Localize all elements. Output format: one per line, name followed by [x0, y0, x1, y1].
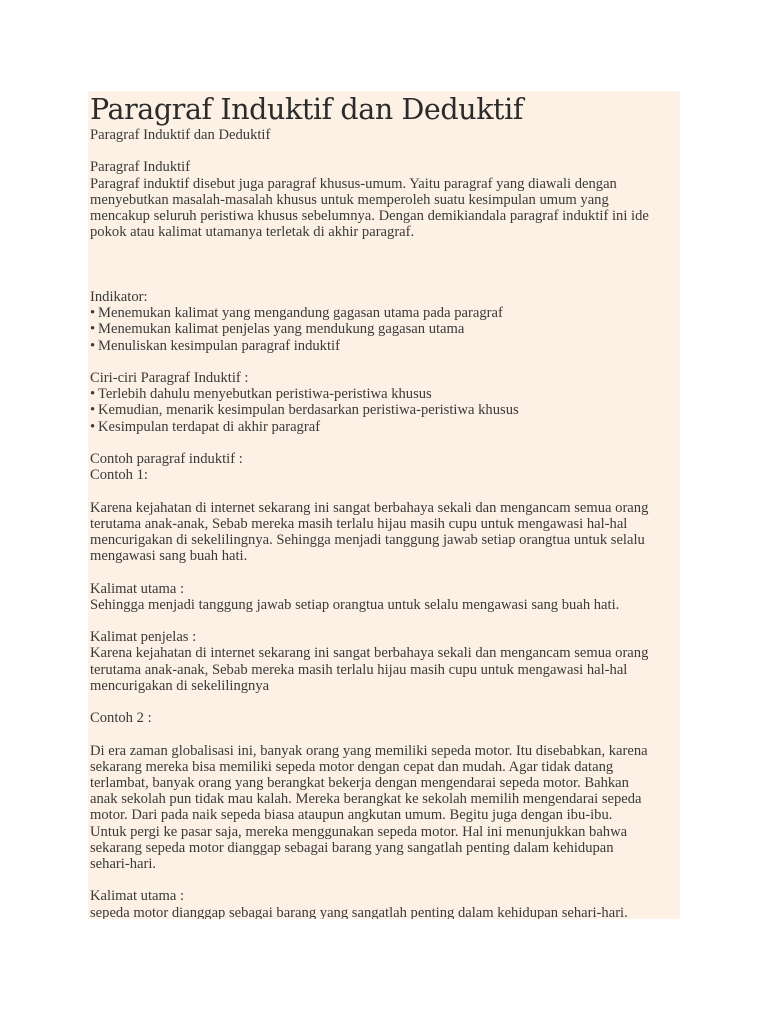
- example-2-line: motor. Dari pada naik sepeda biasa ataupun angkutan umum. Begitu juga dengan ibu-ibu.: [90, 807, 613, 824]
- list-item-text: Menemukan kalimat penjelas yang mendukung gagasan utama: [98, 321, 465, 338]
- list-item-text: Menuliskan kesimpulan paragraf induktif: [98, 337, 340, 354]
- list-item: [90, 419, 680, 435]
- subtitle: Paragraf Induktif dan Deduktif: [90, 127, 271, 143]
- list-item-text: Kemudian, menarik kesimpulan berdasarkan peristiwa-peristiwa khusus: [98, 402, 519, 419]
- example-2-line: sehari-hari.: [90, 856, 157, 872]
- document-page: [88, 91, 680, 919]
- intro-line: pokok atau kalimat utamanya terletak di akhir paragraf.: [90, 224, 415, 241]
- intro-line: menyebutkan masalah-masalah khusus untuk memperoleh suatu kesimpulan umum yang: [90, 191, 609, 208]
- example-1-support-line: Karena kejahatan di internet sekarang ini sangat berbahaya sekali dan mengancam semua orang: [90, 645, 649, 662]
- list-item: [90, 338, 680, 354]
- example-1-line: mengawasi sang buah hati.: [90, 548, 248, 565]
- bullet-icon: •: [90, 321, 96, 338]
- example-1-line: Karena kejahatan di internet sekarang ini sangat berbahaya sekali dan mengancam semua orang: [90, 499, 649, 516]
- bullet-icon: •: [90, 418, 96, 435]
- traits-heading: Ciri-ciri Paragraf Induktif :: [90, 370, 249, 386]
- example-1-support-label: Kalimat penjelas :: [90, 629, 197, 646]
- list-item: [90, 321, 680, 337]
- bullet-icon: •: [90, 337, 96, 354]
- example-1-support-line: terutama anak-anak, Sebab mereka masih terlalu hijau masih cupu untuk mengawasi hal-hal: [90, 661, 628, 678]
- example-1-support-line: mencurigakan di sekelilingnya: [90, 677, 270, 694]
- example-2-main-label: Kalimat utama :: [90, 888, 185, 905]
- document-body: [90, 127, 680, 919]
- example-2-line: terlambat, banyak orang yang berangkat bekerja dengan mengendarai sepeda motor. Bahkan: [90, 774, 629, 791]
- example-2-line: sekarang sepeda motor dianggap sebagai barang yang sangatlah penting dalam kehidupan: [90, 839, 614, 856]
- example-2-label: Contoh 2 :: [90, 710, 152, 727]
- example-2-line: sekarang mereka bisa memiliki sepeda motor dengan cepat dan mudah. Agar tidak datang: [90, 758, 614, 775]
- list-item: [90, 305, 680, 321]
- list-item-text: Kesimpulan terdapat di akhir paragraf: [98, 418, 321, 435]
- page-title: Paragraf Induktif dan Deduktif: [90, 93, 523, 126]
- intro-line: Paragraf induktif disebut juga paragraf khusus-umum. Yaitu paragraf yang diawali dengan: [90, 175, 617, 192]
- example-1-main-label: Kalimat utama :: [90, 580, 185, 597]
- example-1-line: terutama anak-anak, Sebab mereka masih terlalu hijau masih cupu untuk mengawasi hal-hal: [90, 515, 628, 532]
- list-item: [90, 402, 680, 418]
- example-1-label: Contoh 1:: [90, 467, 148, 484]
- list-item: [90, 386, 680, 402]
- example-2-line: anak sekolah pun tidak mau kalah. Mereka berangkat ke sekolah memilih mengendarai sepeda: [90, 791, 642, 808]
- example-2-line: Di era zaman globalisasi ini, banyak orang yang memiliki sepeda motor. Itu disebabkan, karena: [90, 742, 648, 759]
- bullet-icon: •: [90, 402, 96, 419]
- list-item-text: Terlebih dahulu menyebutkan peristiwa-peristiwa khusus: [98, 386, 432, 403]
- example-1-main-sentence: Sehingga menjadi tanggung jawab setiap orangtua untuk selalu mengawasi sang buah hati.: [90, 596, 620, 613]
- section-heading: Paragraf Induktif: [90, 159, 191, 176]
- example-2-line: Untuk pergi ke pasar saja, mereka menggunakan sepeda motor. Hal ini menunjukkan bahwa: [90, 823, 628, 840]
- intro-line: mencakup seluruh peristiwa khusus sebelumnya. Dengan demikiandala paragraf induktif ini ide: [90, 208, 649, 224]
- indicator-heading: Indikator:: [90, 289, 148, 305]
- example-1-line: mencurigakan di sekelilingnya. Sehingga menjadi tanggung jawab setiap orangtua untuk selalu: [90, 532, 645, 548]
- example-2-main-sentence: sepeda motor dianggap sebagai barang yang sangatlah penting dalam kehidupan sehari-hari.: [90, 904, 628, 919]
- examples-heading: Contoh paragraf induktif :: [90, 451, 243, 467]
- bullet-icon: •: [90, 386, 96, 403]
- list-item-text: Menemukan kalimat yang mengandung gagasan utama pada paragraf: [98, 305, 503, 322]
- bullet-icon: •: [90, 305, 96, 322]
